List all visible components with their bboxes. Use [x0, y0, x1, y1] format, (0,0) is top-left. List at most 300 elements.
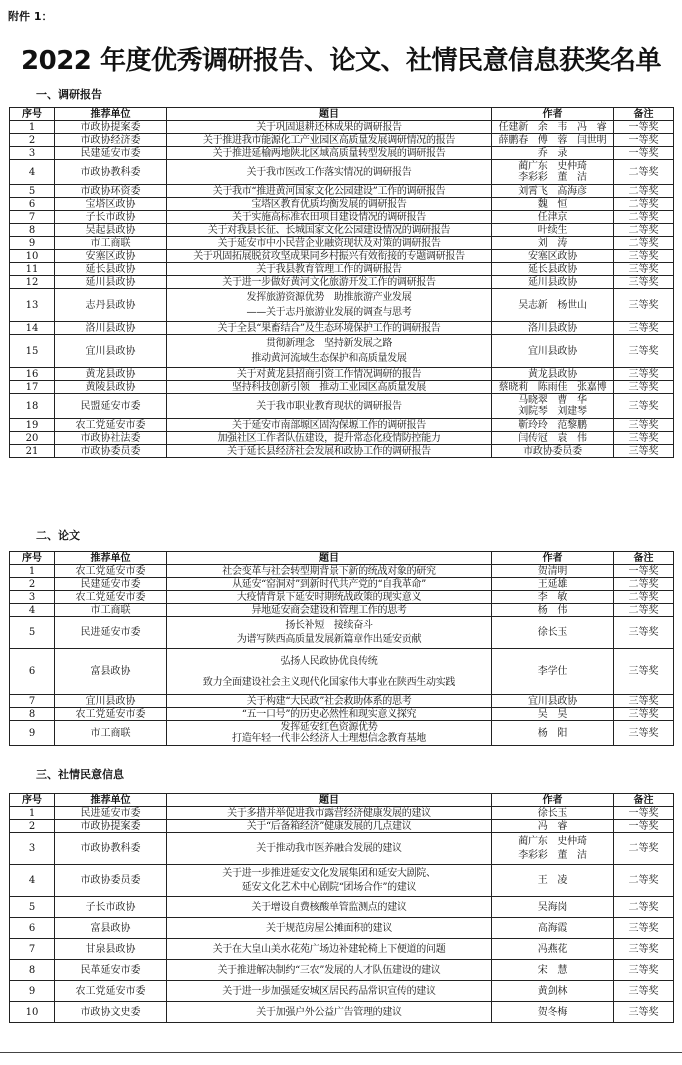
- topic-cell: [167, 939, 492, 960]
- topic-line: 关于多措并举促进我市露营经济健康发展的建议: [227, 807, 431, 819]
- author-line: 黄龙县政协: [528, 368, 577, 380]
- header-seq: 序号: [10, 794, 55, 807]
- award-cell: 三等奖: [614, 695, 674, 708]
- table-row: [10, 604, 674, 617]
- author-cell: [492, 591, 614, 604]
- author-cell: [492, 695, 614, 708]
- author-line: 徐长玉: [537, 807, 568, 819]
- topic-cell: [167, 1002, 492, 1023]
- seq-cell: 5: [10, 185, 55, 198]
- award-cell: 二等奖: [614, 604, 674, 617]
- table-row: [10, 578, 674, 591]
- author-line: 李彩彩 董 洁: [518, 172, 587, 183]
- author-cell: [492, 617, 614, 649]
- topic-cell: [167, 160, 492, 185]
- author-line: 徐长玉: [537, 627, 568, 638]
- award-cell: 三等奖: [614, 445, 674, 458]
- author-cell: [492, 981, 614, 1002]
- author-cell: [492, 604, 614, 617]
- seq-cell: 21: [10, 445, 55, 458]
- seq-cell: 17: [10, 381, 55, 394]
- unit-cell: 市工商联: [55, 237, 167, 250]
- author-cell: [492, 250, 614, 263]
- unit-cell: 黄龙县政协: [55, 368, 167, 381]
- topic-line: 宝塔区教育优质均衡发展的调研报告: [251, 198, 407, 210]
- topic-line: 打造年轻一代非公经济人士理想信念教育基地: [232, 733, 426, 744]
- seq-cell: 1: [10, 121, 55, 134]
- award-cell: 二等奖: [614, 897, 674, 918]
- unit-cell: 市工商联: [55, 604, 167, 617]
- unit-cell: 市政协提案委: [55, 121, 167, 134]
- author-line: 高海霞: [537, 922, 568, 934]
- topic-cell: [167, 695, 492, 708]
- unit-cell: 宜川县政协: [55, 335, 167, 368]
- author-cell: [492, 335, 614, 368]
- seq-cell: 4: [10, 160, 55, 185]
- seq-cell: 10: [10, 1002, 55, 1023]
- topic-cell: [167, 960, 492, 981]
- topic-cell: [167, 721, 492, 746]
- table-row: [10, 960, 674, 981]
- award-cell: 一等奖: [614, 820, 674, 833]
- author-cell: [492, 960, 614, 981]
- table-row: [10, 445, 674, 458]
- topic-line: 关于延安市中小民营企业融资现状及对策的调研报告: [217, 237, 441, 249]
- topic-line: 延安文化艺术中心剧院“团场合作”的建议: [241, 881, 417, 893]
- header-topic: 题目: [167, 552, 492, 565]
- topic-cell: [167, 198, 492, 211]
- topic-line: 关于我市医改工作落实情况的调研报告: [246, 166, 412, 178]
- table-row: [10, 198, 674, 211]
- author-line: 蔺广东 史仲琦: [518, 161, 587, 172]
- author-cell: [492, 289, 614, 322]
- topic-line: 社会变革与社会转型期背景下新的统战对象的研究: [222, 565, 436, 577]
- unit-cell: 市政协委员委: [55, 445, 167, 458]
- author-line: 李 敏: [537, 591, 568, 603]
- header-row: [10, 794, 674, 807]
- author-cell: [492, 708, 614, 721]
- unit-cell: 市政协经济委: [55, 134, 167, 147]
- seq-cell: 1: [10, 807, 55, 820]
- table-row: [10, 134, 674, 147]
- award-cell: 三等奖: [614, 381, 674, 394]
- author-line: 李彩彩 董 洁: [518, 849, 587, 861]
- table-row: [10, 918, 674, 939]
- award-cell: 三等奖: [614, 1002, 674, 1023]
- table-row: [10, 250, 674, 263]
- table-row: [10, 224, 674, 237]
- topic-line: 发挥旅游资源优势 助推旅游产业发展: [246, 292, 412, 303]
- table-row: [10, 185, 674, 198]
- award-cell: 三等奖: [614, 708, 674, 721]
- award-cell: 三等奖: [614, 721, 674, 746]
- author-line: 吴海岗: [537, 901, 568, 913]
- table-row: [10, 939, 674, 960]
- topic-cell: [167, 708, 492, 721]
- author-line: 冯 睿: [537, 820, 568, 832]
- topic-line: 关于推进延榆两地陕北区域高质量转型发展的调研报告: [212, 147, 446, 159]
- author-cell: [492, 134, 614, 147]
- seq-cell: 8: [10, 224, 55, 237]
- author-cell: [492, 918, 614, 939]
- award-cell: 一等奖: [614, 147, 674, 160]
- seq-cell: 7: [10, 695, 55, 708]
- award-cell: 二等奖: [614, 185, 674, 198]
- topic-cell: [167, 381, 492, 394]
- seq-cell: 3: [10, 591, 55, 604]
- topic-cell: [167, 237, 492, 250]
- table-row: [10, 263, 674, 276]
- topic-cell: [167, 897, 492, 918]
- topic-cell: [167, 289, 492, 322]
- topic-line: 关于构建“大民政”社会救助体系的思考: [246, 695, 412, 707]
- award-cell: 二等奖: [614, 833, 674, 865]
- author-line: 杨 伟: [537, 604, 568, 616]
- topic-line: 关于增设自费核酸单管监测点的建议: [251, 901, 407, 913]
- author-line: 闫传冠 袁 伟: [518, 432, 587, 444]
- unit-cell: 吴起县政协: [55, 224, 167, 237]
- attachment-label: 附件 1：: [8, 10, 53, 23]
- unit-cell: 洛川县政协: [55, 322, 167, 335]
- seq-cell: 11: [10, 263, 55, 276]
- unit-cell: 志丹县政协: [55, 289, 167, 322]
- topic-line: 关于我市职业教育现状的调研报告: [256, 400, 402, 412]
- seq-cell: 13: [10, 289, 55, 322]
- author-line: 蔺广东 史仲琦: [518, 835, 587, 847]
- table-row: [10, 335, 674, 368]
- topic-line: 关于“后备箱经济”健康发展的几点建议: [246, 820, 412, 832]
- seq-cell: 4: [10, 604, 55, 617]
- topic-line: 发挥延安红色资源优势: [280, 722, 378, 733]
- topic-cell: [167, 335, 492, 368]
- table-row: [10, 322, 674, 335]
- unit-cell: 农工党延安市委: [55, 981, 167, 1002]
- header-unit: 推荐单位: [55, 108, 167, 121]
- award-cell: 三等奖: [614, 432, 674, 445]
- topic-line: 异地延安商会建设和管理工作的思考: [251, 604, 407, 616]
- seq-cell: 9: [10, 981, 55, 1002]
- topic-line: 关于推进解决制约“三农”发展的人才队伍建设的建议: [217, 964, 441, 976]
- author-cell: [492, 939, 614, 960]
- author-line: 王 凌: [537, 875, 568, 886]
- topic-cell: [167, 263, 492, 276]
- topic-cell: [167, 147, 492, 160]
- section-heading-papers: 二、论文: [36, 529, 80, 542]
- unit-cell: 子长市政协: [55, 211, 167, 224]
- seq-cell: 3: [10, 833, 55, 865]
- topic-cell: [167, 432, 492, 445]
- unit-cell: 市政协教科委: [55, 160, 167, 185]
- topic-line: 关于推进我市能源化工产业园区高质量发展调研情况的报告: [202, 134, 456, 146]
- author-cell: [492, 833, 614, 865]
- topic-cell: [167, 419, 492, 432]
- award-cell: 一等奖: [614, 134, 674, 147]
- table-row: [10, 368, 674, 381]
- unit-cell: 农工党延安市委: [55, 419, 167, 432]
- papers-table: [9, 551, 674, 746]
- topic-line: 扬长补短 接续奋斗: [285, 619, 373, 631]
- unit-cell: 民进延安市委: [55, 807, 167, 820]
- author-line: 叶续生: [537, 224, 568, 236]
- topic-cell: [167, 578, 492, 591]
- award-cell: 三等奖: [614, 394, 674, 419]
- seq-cell: 2: [10, 578, 55, 591]
- unit-cell: 农工党延安市委: [55, 708, 167, 721]
- topic-line: 加强社区工作者队伍建设，提升常态化疫情防控能力: [217, 432, 441, 444]
- unit-cell: 子长市政协: [55, 897, 167, 918]
- seq-cell: 15: [10, 335, 55, 368]
- page-title: 2022 年度优秀调研报告、论文、社情民意信息获奖名单: [21, 46, 661, 76]
- table-row: [10, 147, 674, 160]
- topic-cell: [167, 565, 492, 578]
- seq-cell: 4: [10, 865, 55, 897]
- author-cell: [492, 237, 614, 250]
- unit-cell: 延长县政协: [55, 263, 167, 276]
- header-seq: 序号: [10, 552, 55, 565]
- header-author: 作者: [492, 552, 614, 565]
- author-line: 薛鹏春 傅 蓉 闫世明: [498, 134, 607, 146]
- award-cell: 一等奖: [614, 565, 674, 578]
- unit-cell: 民建延安市委: [55, 147, 167, 160]
- topic-line: 从延安“窑洞对”到新时代共产党的“自我革命”: [232, 578, 426, 590]
- header-unit: 推荐单位: [55, 794, 167, 807]
- section-heading-research-reports: 一、调研报告: [36, 88, 102, 101]
- author-cell: [492, 807, 614, 820]
- unit-cell: 市政协教科委: [55, 833, 167, 865]
- topic-line: 关于进一步推进延安文化发展集团和延安大剧院、: [222, 867, 436, 879]
- topic-cell: [167, 649, 492, 695]
- topic-line: 关于巩固退耕还林成果的调研报告: [256, 121, 402, 133]
- author-line: 宋 慧: [537, 964, 568, 976]
- author-line: 杨 阳: [537, 727, 568, 739]
- award-cell: 三等奖: [614, 368, 674, 381]
- award-cell: 二等奖: [614, 160, 674, 185]
- seq-cell: 19: [10, 419, 55, 432]
- author-line: 贺清明: [537, 565, 568, 577]
- topic-line: 贯彻新理念 坚持新发展之路: [265, 338, 393, 349]
- topic-line: 关于对黄龙县招商引资工作情况调研的报告: [236, 368, 422, 380]
- seq-cell: 9: [10, 237, 55, 250]
- topic-line: 关于对我县长征、长城国家文化公园建设情况的调研报告: [207, 224, 451, 236]
- author-line: 靳玲玲 范黎鹏: [518, 419, 587, 431]
- award-cell: 三等奖: [614, 960, 674, 981]
- award-cell: 三等奖: [614, 335, 674, 368]
- unit-cell: 甘泉县政协: [55, 939, 167, 960]
- table-row: [10, 897, 674, 918]
- seq-cell: 6: [10, 918, 55, 939]
- seq-cell: 2: [10, 134, 55, 147]
- topic-cell: [167, 134, 492, 147]
- topic-cell: [167, 981, 492, 1002]
- unit-cell: 民建延安市委: [55, 578, 167, 591]
- author-line: 宜川县政协: [528, 345, 577, 357]
- author-line: 刘院琴 刘建琴: [518, 406, 587, 417]
- unit-cell: 宜川县政协: [55, 695, 167, 708]
- author-cell: [492, 394, 614, 419]
- author-cell: [492, 224, 614, 237]
- topic-line: “五一口号”的历史必然性和现实意义探究: [241, 708, 417, 720]
- unit-cell: 安塞区政协: [55, 250, 167, 263]
- award-cell: 三等奖: [614, 939, 674, 960]
- author-cell: [492, 1002, 614, 1023]
- seq-cell: 7: [10, 939, 55, 960]
- award-cell: 一等奖: [614, 807, 674, 820]
- topic-cell: [167, 322, 492, 335]
- topic-line: 关于我县教育管理工作的调研报告: [256, 263, 402, 275]
- author-cell: [492, 381, 614, 394]
- topic-line: 关于实施高标准农田项目建设情况的调研报告: [232, 211, 426, 223]
- topic-cell: [167, 820, 492, 833]
- topic-line: 关于我市“推进黄河国家文化公园建设”工作的调研报告: [212, 185, 446, 197]
- table-row: [10, 432, 674, 445]
- table-row: [10, 565, 674, 578]
- unit-cell: 黄陵县政协: [55, 381, 167, 394]
- topic-line: 关于进一步加强延安城区居民药品常识宣传的建议: [222, 985, 436, 997]
- unit-cell: 农工党延安市委: [55, 565, 167, 578]
- seq-cell: 18: [10, 394, 55, 419]
- topic-cell: [167, 604, 492, 617]
- author-cell: [492, 721, 614, 746]
- unit-cell: 市工商联: [55, 721, 167, 746]
- seq-cell: 6: [10, 198, 55, 211]
- seq-cell: 5: [10, 897, 55, 918]
- author-cell: [492, 211, 614, 224]
- header-award: 备注: [614, 794, 674, 807]
- topic-cell: [167, 833, 492, 865]
- unit-cell: 民进延安市委: [55, 617, 167, 649]
- seq-cell: 9: [10, 721, 55, 746]
- topic-line: 为谱写陕西高质量发展新篇章作出延安贡献: [236, 633, 422, 645]
- seq-cell: 6: [10, 649, 55, 695]
- seq-cell: 2: [10, 820, 55, 833]
- author-line: 延长县政协: [528, 263, 577, 275]
- author-cell: [492, 445, 614, 458]
- author-line: 洛川县政协: [528, 322, 577, 334]
- topic-line: 关于巩固拓展脱贫攻坚成果同乡村振兴有效衔接的专题调研报告: [193, 250, 465, 262]
- topic-cell: [167, 394, 492, 419]
- table-row: [10, 807, 674, 820]
- author-line: 刘霄飞 高海彦: [518, 185, 587, 197]
- header-row: [10, 552, 674, 565]
- award-cell: 二等奖: [614, 237, 674, 250]
- award-cell: 二等奖: [614, 865, 674, 897]
- award-cell: 二等奖: [614, 578, 674, 591]
- header-author: 作者: [492, 108, 614, 121]
- author-cell: [492, 419, 614, 432]
- table-row: [10, 211, 674, 224]
- award-cell: 二等奖: [614, 198, 674, 211]
- topic-line: 大疫情背景下延安时期统战政策的现实意义: [236, 591, 422, 603]
- unit-cell: 市政协提案委: [55, 820, 167, 833]
- topic-cell: [167, 250, 492, 263]
- author-line: 魏 恒: [537, 198, 568, 210]
- table-row: [10, 394, 674, 419]
- seq-cell: 3: [10, 147, 55, 160]
- author-cell: [492, 432, 614, 445]
- table-row: [10, 865, 674, 897]
- award-cell: 一等奖: [614, 121, 674, 134]
- award-cell: 三等奖: [614, 918, 674, 939]
- author-cell: [492, 160, 614, 185]
- header-seq: 序号: [10, 108, 55, 121]
- topic-line: 推动黄河流域生态保护和高质量发展: [251, 353, 407, 364]
- topic-cell: [167, 211, 492, 224]
- topic-line: 关于延长县经济社会发展和政协工作的调研报告: [227, 445, 431, 457]
- author-line: 冯燕花: [537, 943, 568, 955]
- author-cell: [492, 147, 614, 160]
- seq-cell: 20: [10, 432, 55, 445]
- topic-line: 关于延安市南部塬区固沟保塬工作的调研报告: [232, 419, 426, 431]
- award-cell: 二等奖: [614, 224, 674, 237]
- author-cell: [492, 263, 614, 276]
- award-cell: 三等奖: [614, 250, 674, 263]
- topic-line: 关于推动我市医养融合发展的建议: [256, 843, 402, 854]
- author-line: 延川县政协: [528, 276, 577, 288]
- table-row: [10, 981, 674, 1002]
- author-cell: [492, 322, 614, 335]
- seq-cell: 1: [10, 565, 55, 578]
- unit-cell: 民盟延安市委: [55, 394, 167, 419]
- research-reports-table: [9, 107, 674, 458]
- topic-line: 弘扬人民政协优良传统: [280, 655, 378, 667]
- author-line: 王延雄: [537, 578, 568, 590]
- table-row: [10, 121, 674, 134]
- table-row: [10, 1002, 674, 1023]
- author-line: 贺冬梅: [537, 1006, 568, 1018]
- unit-cell: 市政协社法委: [55, 432, 167, 445]
- topic-cell: [167, 224, 492, 237]
- topic-line: 致力全面建设社会主义现代化国家伟大事业在陕西生动实践: [202, 676, 456, 688]
- author-cell: [492, 198, 614, 211]
- author-cell: [492, 276, 614, 289]
- author-cell: [492, 820, 614, 833]
- table-row: [10, 708, 674, 721]
- seq-cell: 14: [10, 322, 55, 335]
- award-cell: 三等奖: [614, 419, 674, 432]
- table-row: [10, 721, 674, 746]
- seq-cell: 5: [10, 617, 55, 649]
- seq-cell: 16: [10, 368, 55, 381]
- author-cell: [492, 121, 614, 134]
- table-row: [10, 591, 674, 604]
- award-cell: 三等奖: [614, 322, 674, 335]
- table-row: [10, 289, 674, 322]
- unit-cell: 市政协环资委: [55, 185, 167, 198]
- topic-cell: [167, 121, 492, 134]
- award-cell: 二等奖: [614, 211, 674, 224]
- table-row: [10, 695, 674, 708]
- topic-cell: [167, 445, 492, 458]
- section-heading-social-opinion: 三、社情民意信息: [36, 768, 124, 781]
- author-line: 任建新 余 韦 冯 睿: [498, 121, 607, 133]
- award-cell: 三等奖: [614, 289, 674, 322]
- seq-cell: 7: [10, 211, 55, 224]
- social-opinion-table: [9, 793, 674, 1023]
- author-line: 刘 涛: [537, 237, 568, 249]
- topic-line: ——关于志丹旅游业发展的调查与思考: [246, 307, 412, 318]
- topic-line: 关于规范房屋公摊面积的建议: [265, 922, 393, 934]
- award-cell: 三等奖: [614, 276, 674, 289]
- author-line: 安塞区政协: [528, 250, 577, 262]
- topic-cell: [167, 617, 492, 649]
- topic-cell: [167, 185, 492, 198]
- unit-cell: 市政协文史委: [55, 1002, 167, 1023]
- author-line: 蔡晓莉 陈雨佳 张嘉博: [498, 381, 607, 393]
- author-line: 黄剑林: [537, 985, 568, 997]
- author-line: 乔 录: [537, 147, 568, 159]
- award-cell: 三等奖: [614, 263, 674, 276]
- seq-cell: 12: [10, 276, 55, 289]
